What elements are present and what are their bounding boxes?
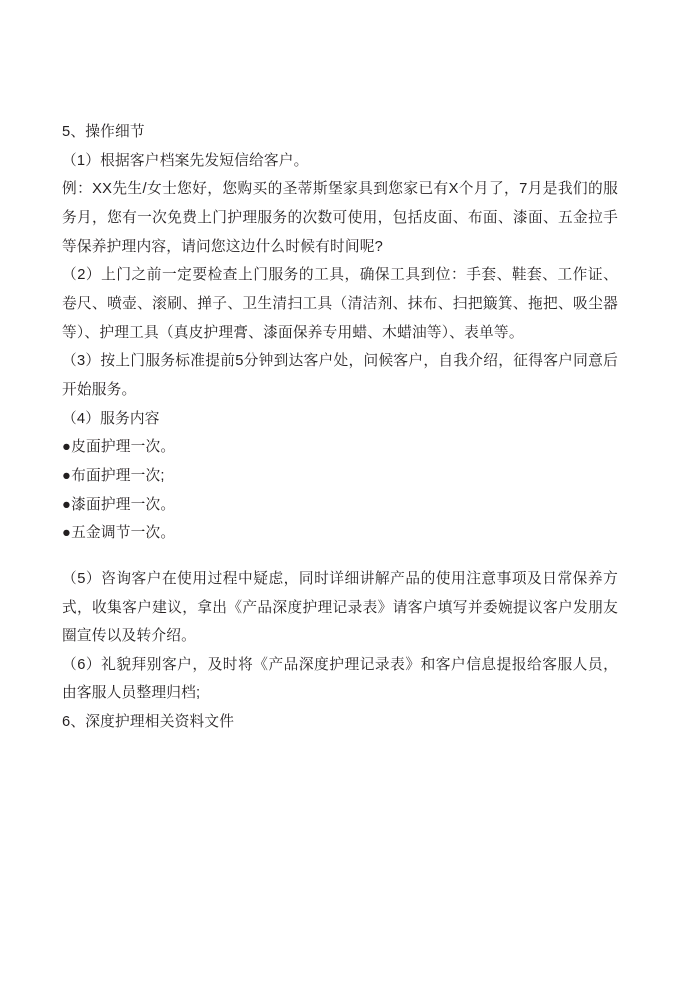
- paragraph-item-5: （5）咨询客户在使用过程中疑虑，同时详细讲解产品的使用注意事项及日常保养方式，收集客户建议，拿出《产品深度护理记录表》请客户填写并委婉提议客户发朋友圈宣传以及转介绍。: [62, 570, 618, 645]
- paragraph-item-1: （1）根据客户档案先发短信给客户。: [62, 152, 309, 169]
- paragraph-item-2: （2）上门之前一定要检查上门服务的工具，确保工具到位：手套、鞋套、工作证、卷尺、喷壶、滚刷、掸子、卫生清扫工具（清洁剂、抹布、扫把簸箕、拖把、吸尘器等）、护理工具（真皮护理膏、漆面保养专用蜡、木蜡油等）、表单等。: [62, 267, 618, 341]
- bullet-hardware-adjust: ●五金调节一次。: [62, 525, 176, 542]
- paragraph-item-6: （6）礼貌拜别客户，及时将《产品深度护理记录表》和客户信息提报给客服人员，由客服人员整理归档;: [62, 656, 618, 702]
- bullet-paint-care: ●漆面护理一次。: [62, 496, 176, 513]
- document-body: [62, 118, 618, 737]
- bullet-leather-care: ●皮面护理一次。: [62, 439, 176, 456]
- paragraph-item-1-example: 例：XX先生/女士您好，您购买的圣蒂斯堡家具到您家已有X个月了，7月是我们的服务月，您有一次免费上门护理服务的次数可使用，包括皮面、布面、漆面、五金拉手等保养护理内容，请问您这边什么时候有时间呢?: [62, 181, 618, 255]
- paragraph-item-4: （4）服务内容: [62, 410, 160, 427]
- section-heading-deep-care-docs: 6、深度护理相关资料文件: [62, 714, 235, 731]
- bullet-fabric-care: ●布面护理一次;: [62, 467, 165, 484]
- paragraph-item-3: （3）按上门服务标准提前5分钟到达客户处，问候客户，自我介绍，征得客户同意后开始服务。: [62, 353, 618, 398]
- section-heading-operation-details: 5、操作细节: [62, 124, 145, 140]
